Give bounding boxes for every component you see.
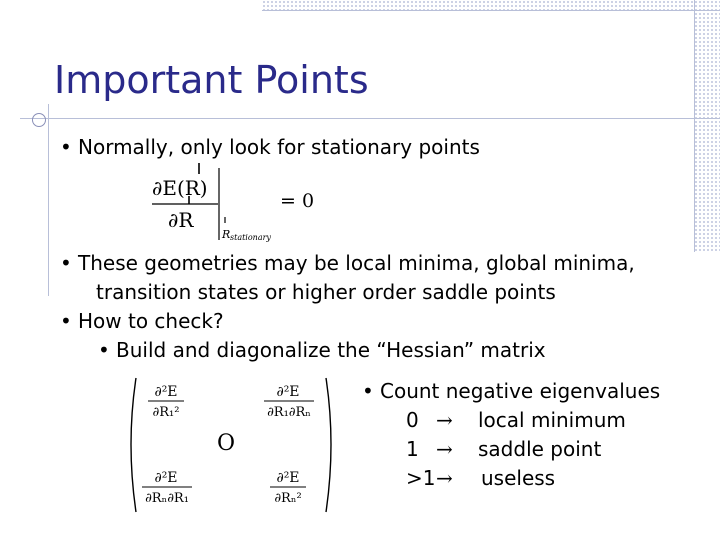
bullet-dot: • xyxy=(60,135,72,159)
hnn-denominator: ∂Rₙ² xyxy=(274,491,302,506)
eigen-count: >1 xyxy=(406,466,436,490)
h1n-denominator: ∂R₁∂Rₙ xyxy=(267,405,311,420)
matrix-left-bracket xyxy=(131,378,136,512)
h1n-numerator: ∂²E xyxy=(276,384,300,400)
eigen-meaning: local minimum xyxy=(478,408,626,432)
eigen-meaning: saddle point xyxy=(478,437,602,461)
equation-rhs: = 0 xyxy=(280,190,315,212)
hessian-matrix-svg xyxy=(124,374,338,516)
hn1-denominator: ∂Rₙ∂R₁ xyxy=(145,491,189,506)
right-rule xyxy=(694,0,695,252)
bullet-dot: • xyxy=(60,251,72,275)
arrow-icon: → xyxy=(436,437,453,461)
hnn-numerator: ∂²E xyxy=(276,470,300,486)
matrix-right-bracket xyxy=(326,378,331,512)
equation-numerator: ∂E(R) xyxy=(152,176,208,200)
equation-denominator: ∂R xyxy=(168,208,194,232)
equation-subscript-letter: R xyxy=(222,228,231,241)
bullet-normally-text: Normally, only look for stationary points xyxy=(78,135,480,159)
eigen-row-2 xyxy=(406,464,555,493)
slide-title: Important Points xyxy=(54,58,369,102)
bullet-geometries xyxy=(60,249,635,278)
eigen-count: 1 xyxy=(406,437,419,461)
equation-subscript-label: stationary xyxy=(230,233,271,242)
bullet-how-to-check xyxy=(60,307,224,336)
bullet-dot: • xyxy=(362,379,374,403)
dot-pattern-top xyxy=(262,0,694,10)
eigen-row-1 xyxy=(406,435,601,464)
bullet-dot: • xyxy=(98,338,110,362)
title-underline xyxy=(20,118,720,119)
bullet-how-to-check-text: How to check? xyxy=(78,309,224,333)
sub-bullet-hessian-text: Build and diagonalize the “Hessian” matrix xyxy=(116,338,546,362)
h11-denominator: ∂R₁² xyxy=(152,405,180,420)
bullet-count-eigenvalues-text: Count negative eigenvalues xyxy=(380,379,661,403)
top-rule xyxy=(262,10,720,11)
bullet-count-eigenvalues xyxy=(362,377,660,406)
arrow-icon: → xyxy=(436,408,453,432)
hn1-numerator: ∂²E xyxy=(154,470,178,486)
eigen-count: 0 xyxy=(406,408,419,432)
equation-svg xyxy=(148,160,328,244)
eigen-row-0 xyxy=(406,406,626,435)
sub-bullet-hessian xyxy=(98,336,546,365)
h11-numerator: ∂²E xyxy=(154,384,178,400)
stationary-equation xyxy=(148,160,328,244)
bullet-dot: • xyxy=(60,309,72,333)
hessian-matrix xyxy=(124,374,338,516)
left-rule xyxy=(48,104,49,296)
bullet-geometries-line2: transition states or higher order saddle points xyxy=(96,280,556,304)
dot-pattern-right xyxy=(694,0,720,252)
eigen-meaning: useless xyxy=(481,466,556,490)
corner-circle-ornament xyxy=(32,113,46,127)
arrow-icon: → xyxy=(436,466,453,490)
matrix-center-symbol: O xyxy=(216,431,236,456)
bullet-geometries-line1: These geometries may be local minima, global minima, xyxy=(78,251,635,275)
bullet-normally xyxy=(60,133,480,162)
